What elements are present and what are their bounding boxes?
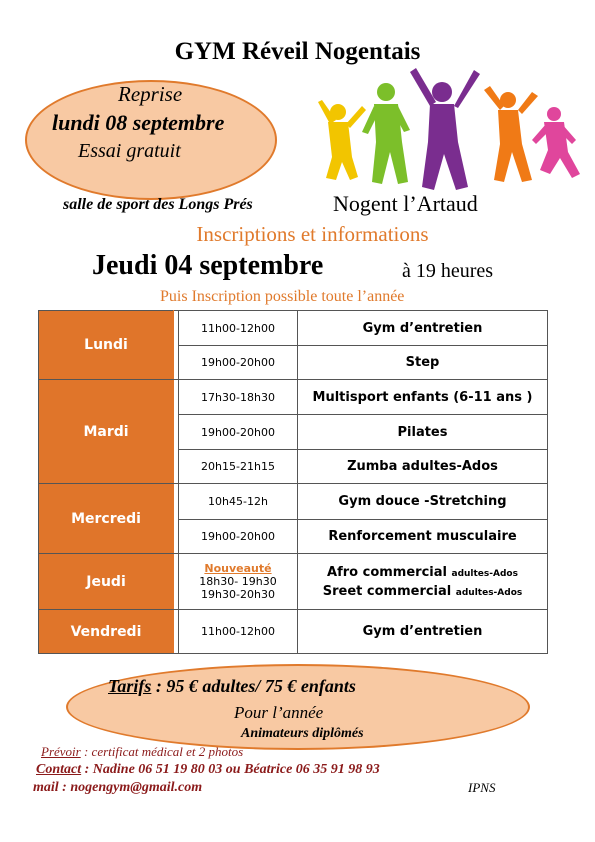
ipns: IPNS	[468, 780, 496, 795]
day-vendredi: Vendredi	[39, 610, 174, 654]
reprise-date: lundi 08 septembre	[52, 110, 225, 135]
activity-line	[298, 565, 547, 580]
table-row	[39, 554, 548, 610]
essai-gratuit: Essai gratuit	[78, 140, 181, 162]
time-cell: 19h00-20h00	[179, 415, 298, 450]
time-cell: 20h15-21h15	[179, 450, 298, 484]
table-row	[39, 380, 548, 415]
pink-dancer-icon	[532, 107, 580, 178]
inscription-time: à 19 heures	[402, 260, 494, 282]
year-round-note: Puis Inscription possible toute l’année	[160, 288, 405, 305]
activity-cell: Step	[298, 346, 548, 380]
activity-cell: Gym d’entretien	[298, 311, 548, 346]
prevoir-text: : certificat médical et 2 photos	[80, 744, 244, 759]
contact-text: : Nadine 06 51 19 80 03 ou Béatrice 06 35 91 98 93	[81, 762, 380, 777]
prevoir-label: Prévoir	[41, 744, 81, 759]
activity-cell: Gym d’entretien	[298, 610, 548, 654]
green-dancer-icon	[362, 83, 410, 184]
contact-label: Contact	[36, 762, 82, 777]
activity-cell: Multisport enfants (6-11 ans )	[298, 380, 548, 415]
orange-dancer-icon	[484, 86, 538, 182]
contact-line	[36, 762, 380, 778]
inscription-date: Jeudi 04 septembre	[92, 250, 324, 281]
activity-line	[298, 584, 547, 599]
prevoir-line	[41, 744, 243, 760]
dancers-illustration	[318, 62, 583, 202]
table-row	[39, 311, 548, 346]
time-cell: 17h30-18h30	[179, 380, 298, 415]
time-line: 18h30- 19h30	[199, 575, 277, 588]
nouveaute-label: Nouveauté	[204, 562, 272, 575]
day-mercredi: Mercredi	[39, 484, 174, 554]
table-row	[39, 610, 548, 654]
inscriptions-heading: Inscriptions et informations	[196, 222, 429, 246]
purple-dancer-icon	[410, 68, 480, 190]
time-line: 19h30-20h30	[201, 588, 275, 601]
activity-cell: Gym douce -Stretching	[298, 484, 548, 520]
schedule-table	[38, 310, 548, 654]
table-row	[39, 484, 548, 520]
time-cell	[179, 554, 298, 610]
time-cell: 11h00-12h00	[179, 311, 298, 346]
activity-name: Afro commercial	[327, 564, 447, 580]
day-mardi: Mardi	[39, 380, 174, 484]
activity-cell: Renforcement musculaire	[298, 520, 548, 554]
tarifs-text: : 95 € adultes/ 75 € enfants	[151, 676, 356, 696]
town: Nogent l’Artaud	[333, 191, 478, 216]
time-cell: 10h45-12h	[179, 484, 298, 520]
time-cell: 11h00-12h00	[179, 610, 298, 654]
tarifs-label: Tarifs	[108, 676, 152, 696]
time-cell: 19h00-20h00	[179, 346, 298, 380]
pour-annee: Pour l’année	[234, 703, 324, 722]
activity-cell	[298, 554, 548, 610]
yellow-dancer-icon	[318, 100, 366, 180]
activity-audience: adultes-Ados	[455, 587, 523, 598]
reprise-label: Reprise	[118, 82, 183, 106]
activity-name: Sreet commercial	[322, 583, 452, 599]
day-jeudi: Jeudi	[39, 554, 174, 610]
activity-cell: Pilates	[298, 415, 548, 450]
animateurs: Animateurs diplômés	[241, 726, 364, 741]
tarifs-line	[108, 676, 356, 697]
mail-line: mail : nogengym@gmail.com	[33, 780, 203, 795]
activity-audience: adultes-Ados	[451, 568, 518, 579]
day-lundi: Lundi	[39, 311, 174, 380]
time-cell: 19h00-20h00	[179, 520, 298, 554]
venue: salle de sport des Longs Prés	[63, 196, 253, 213]
activity-cell: Zumba adultes-Ados	[298, 450, 548, 484]
page-title: GYM Réveil Nogentais	[174, 38, 421, 65]
